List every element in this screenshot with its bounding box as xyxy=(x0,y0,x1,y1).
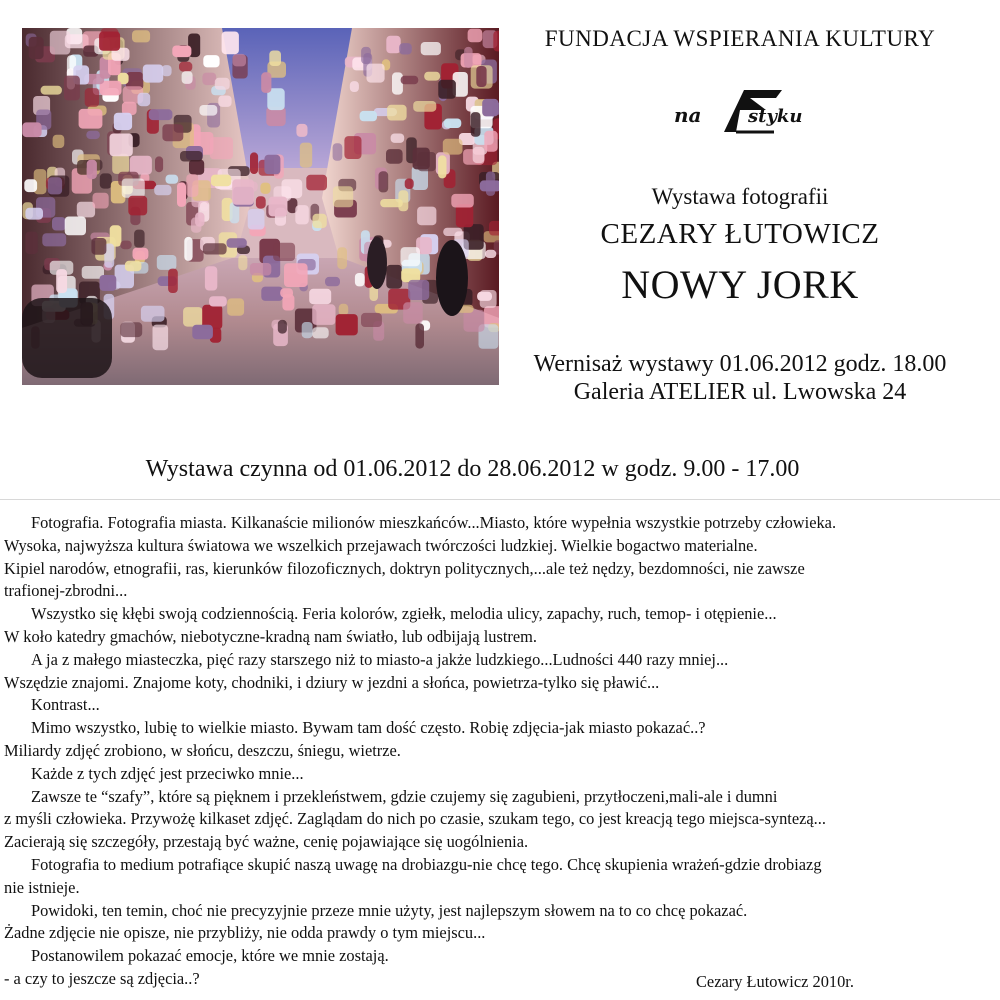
signature: Cezary Łutowicz 2010r. xyxy=(696,972,854,991)
text-line: Wszystko się kłębi swoją codziennością. Feria kolorów, zgiełk, melodia ulicy, zapachy, ruch, temop- i otępienie... xyxy=(31,604,777,624)
text-line: Wszędzie znajomi. Znajome koty, chodniki, i dziury w jezdni a słońca, powietrza-tylko się pławić... xyxy=(4,672,660,692)
text-line: Fotografia. Fotografia miasta. Kilkanaście milionów mieszkańców...Miasto, które wypełnia wszystkie potrzeby człowieka. xyxy=(31,513,837,532)
text-line: trafionej-zbrodni... xyxy=(4,581,128,601)
text-line: Kontrast... xyxy=(31,695,100,715)
na-styku-logo xyxy=(670,80,810,144)
exhibition-photo xyxy=(22,28,499,385)
divider xyxy=(0,499,1000,500)
text-line: Zacierają się szczegóły, przestają być ważne, cenię pojawiające się uogólnienia. xyxy=(4,832,529,852)
header-block xyxy=(515,26,965,406)
text-line: Żadne zdjęcie nie opisze, nie przybliży, nie odda prawdy o tym miejscu... xyxy=(4,923,486,943)
text-line: Postanowilem pokazać emocje, które we mnie zostają. xyxy=(31,946,389,966)
text-line: - a czy to jeszcze są zdjęcia..? xyxy=(4,968,200,988)
svg-text:na: na xyxy=(674,103,702,127)
opening-info: Wernisaż wystawy 01.06.2012 godz. 18.00 xyxy=(533,351,947,377)
text-line: Miliardy zdjęć zrobiono, w słońcu, deszczu, śniegu, wietrze. xyxy=(4,740,401,760)
text-line: W koło katedry gmachów, niebotyczne-kradną nam światło, lub odbijają lustrem. xyxy=(4,626,537,646)
city-street-painting xyxy=(22,28,499,385)
description-text xyxy=(4,512,994,991)
opening-hours: Wystawa czynna od 01.06.2012 do 28.06.2012 w godz. 9.00 - 17.00 xyxy=(145,456,800,482)
svg-text:styku: styku xyxy=(748,106,803,127)
text-line: z myśli człowieka. Przywożę kilkaset zdjęć. Zaglądam do nich po czasie, szukam tego, co jest kreacją tego miejsca-syntezą... xyxy=(4,809,826,829)
logo-mark-icon xyxy=(670,80,810,144)
text-line: Zawsze te “szafy”, które są pięknem i przekleństwem, gdzie czujemy się zagubieni, przytłoczeni,mali-ale i dumni xyxy=(31,786,778,806)
artist-name: CEZARY ŁUTOWICZ xyxy=(600,218,880,250)
foundation-name: FUNDACJA WSPIERANIA KULTURY xyxy=(544,26,936,51)
text-line: Wysoka, najwyższa kultura światowa we wszelkich przejawach twórczości ludzkiej. Wielkie bogactwo materialne. xyxy=(4,535,758,555)
text-line: Każde z tych zdjęć jest przeciwko mnie... xyxy=(31,763,304,783)
text-line: Fotografia to medium potrafiące skupić naszą uwagę na drobiazgu-nie chcę tego. Chcę skupienia wrażeń-gdzie drobiazg xyxy=(31,854,822,874)
text-line: nie istnieje. xyxy=(4,877,80,897)
text-line: Mimo wszystko, lubię to wielkie miasto. Bywam tam dość często. Robię zdjęcia-jak miasto pokazać..? xyxy=(31,718,706,738)
text-line: Powidoki, ten temin, choć nie precyzyjnie przeze mnie użyty, jest najlepszym słowem na to co chcę pokazać. xyxy=(31,900,748,920)
text-line: Kipiel narodów, etnografii, ras, kierunków filozoficznych, doktryn politycznych,...ale też nędzy, bezdomności, nie zawsze xyxy=(4,558,805,578)
exhibition-type: Wystawa fotografii xyxy=(651,184,829,209)
text-line: A ja z małego miasteczka, pięć razy starszego niż to miasto-a jakże ludzkiego...Ludności 440 razy mniej... xyxy=(31,649,729,669)
exhibition-title: NOWY JORK xyxy=(621,262,859,307)
venue-info: Galeria ATELIER ul. Lwowska 24 xyxy=(573,379,907,405)
